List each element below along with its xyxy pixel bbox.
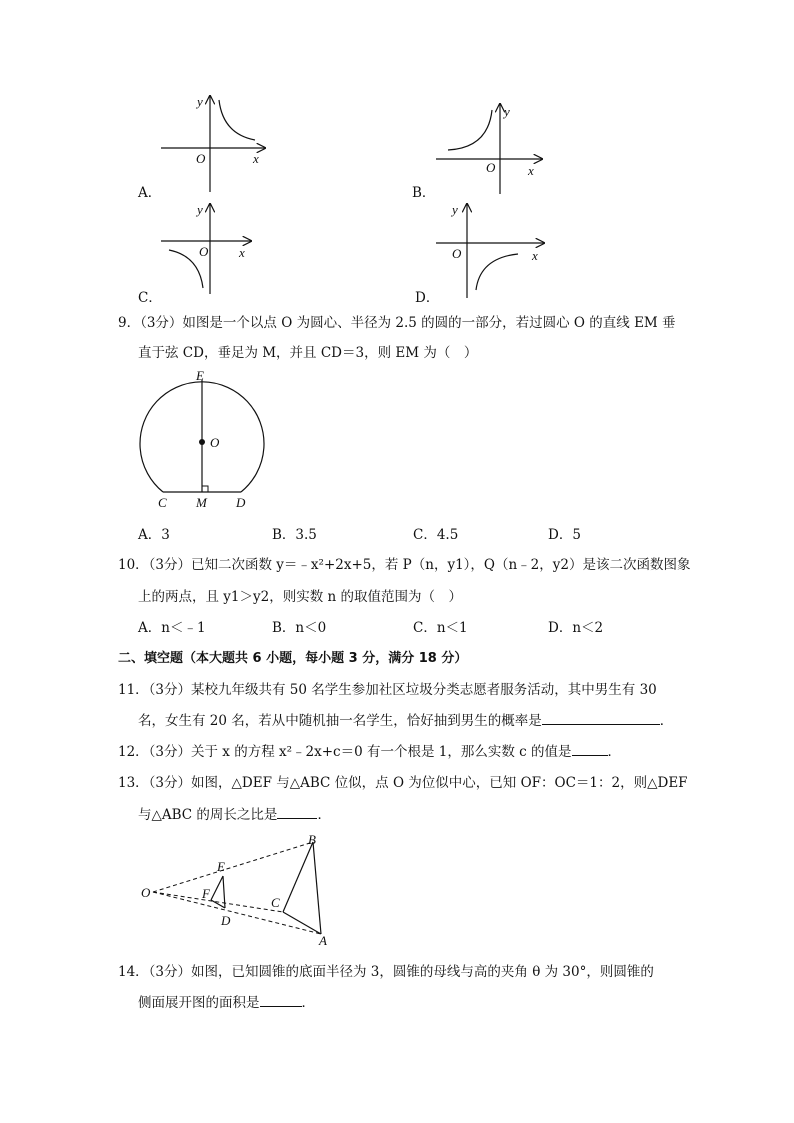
- q9-circle-figure: [130, 366, 280, 516]
- origin-label: O: [196, 151, 206, 166]
- x-label: x: [528, 163, 534, 178]
- q9-option-c: C．4.5: [413, 527, 459, 543]
- q10-line-1: 10．（3分）已知二次函数 y＝﹣x²+2x+5，若 P（n，y1），Q（n﹣2，y2）是该二次函数图象: [118, 557, 691, 573]
- dash-oc: [153, 892, 283, 912]
- q12-answer-blank[interactable]: [572, 743, 608, 756]
- option-a-label: A．: [138, 185, 162, 201]
- q9-line-2: 直于弦 CD，垂足为 M，并且 CD＝3，则 EM 为（ ）: [138, 345, 478, 361]
- label-b: B: [308, 832, 316, 847]
- q14-answer-blank[interactable]: [260, 994, 302, 1007]
- q9-option-b: B．3.5: [272, 527, 317, 543]
- q11-line-2: [138, 709, 673, 729]
- section-2-heading: 二、填空题（本大题共 6 小题，每小题 3 分，满分 18 分）: [118, 651, 468, 666]
- q10-option-c: C．n＜1: [413, 620, 468, 636]
- q13-homothety-figure: [135, 828, 345, 953]
- label-m: M: [196, 495, 207, 510]
- label-a: A: [319, 933, 327, 948]
- label-e: E: [217, 859, 225, 874]
- label-d: D: [221, 913, 231, 928]
- graph-d: [432, 200, 552, 300]
- hyperbola-branch: [476, 254, 518, 290]
- y-label: y: [197, 202, 203, 217]
- q13-answer-blank[interactable]: [277, 806, 317, 819]
- label-o: O: [210, 435, 220, 450]
- q13-end: ．: [317, 807, 331, 823]
- q14-line-2: [138, 991, 315, 1011]
- label-o: O: [141, 885, 151, 900]
- q14-line-1: 14．（3分）如图，已知圆锥的底面半径为 3，圆锥的母线与高的夹角 θ 为 30°，则圆锥的: [118, 964, 654, 980]
- edge-ab: [313, 842, 321, 934]
- y-label: y: [452, 202, 458, 217]
- right-angle-mark: [202, 486, 208, 492]
- q9-line-1: 9．（3分）如图是一个以点 O 为圆心、半径为 2.5 的圆的一部分，若过圆心 O 的直线 EM 垂: [118, 315, 676, 331]
- q13-line-2: [138, 803, 331, 823]
- q14-text: 侧面展开图的面积是: [138, 995, 260, 1011]
- q10-option-d: D．n＜2: [548, 620, 604, 636]
- dash-oa: [153, 892, 321, 934]
- q9-option-d: D．5: [548, 527, 581, 543]
- option-c-label: C．: [138, 290, 162, 306]
- hyperbola-branch: [169, 250, 203, 288]
- label-c: C: [158, 495, 167, 510]
- origin-label: O: [486, 160, 496, 175]
- graph-c: [155, 198, 275, 298]
- edge-bc: [283, 842, 313, 912]
- dash-ob: [153, 842, 313, 892]
- q11-answer-blank[interactable]: [542, 712, 660, 725]
- q10-line-2: 上的两点，且 y1＞y2，则实数 n 的取值范围为（ ）: [138, 589, 462, 605]
- edge-fd: [211, 900, 225, 908]
- label-e: E: [196, 368, 204, 383]
- q10-option-b: B．n＜0: [272, 620, 327, 636]
- label-c: C: [271, 895, 280, 910]
- q13-line-1: 13．（3分）如图，△DEF 与△ABC 位似，点 O 为位似中心，已知 OF：OC＝1：2，则△DEF: [118, 775, 688, 791]
- option-d-label: D．: [415, 290, 440, 306]
- y-label: y: [504, 104, 510, 119]
- q12-text: 12．（3分）关于 x 的方程 x²﹣2x+c＝0 有一个根是 1，那么实数 c 的值是: [118, 744, 572, 760]
- q11-text: 名，女生有 20 名，若从中随机抽一名学生，恰好抽到男生的概率是: [138, 713, 542, 729]
- hyperbola-branch: [448, 110, 492, 150]
- edge-ca: [283, 912, 321, 934]
- edge-ef: [211, 876, 223, 900]
- q11-end: ．: [659, 713, 674, 729]
- q11-line-1: 11．（3分）某校九年级共有 50 名学生参加社区垃圾分类志愿者服务活动，其中男生有 30: [118, 682, 657, 698]
- x-label: x: [532, 248, 538, 263]
- origin-label: O: [452, 246, 462, 261]
- q10-option-a: A．n＜﹣1: [138, 620, 206, 636]
- label-f: F: [202, 886, 210, 901]
- label-d: D: [236, 495, 246, 510]
- q13-text: 与△ABC 的周长之比是: [138, 807, 278, 823]
- origin-label: O: [199, 244, 209, 259]
- x-label: x: [239, 245, 245, 260]
- option-b-label: B．: [412, 185, 436, 201]
- y-label: y: [197, 94, 203, 109]
- q9-option-a: A．3: [138, 527, 170, 543]
- graph-b: [432, 98, 552, 198]
- q12-end: ．: [607, 744, 622, 760]
- hyperbola-branch: [219, 100, 255, 140]
- center-point: [199, 439, 205, 445]
- q14-end: ．: [301, 995, 315, 1011]
- q12-line-1: [118, 740, 621, 760]
- x-label: x: [253, 151, 259, 166]
- graph-a: [155, 90, 275, 200]
